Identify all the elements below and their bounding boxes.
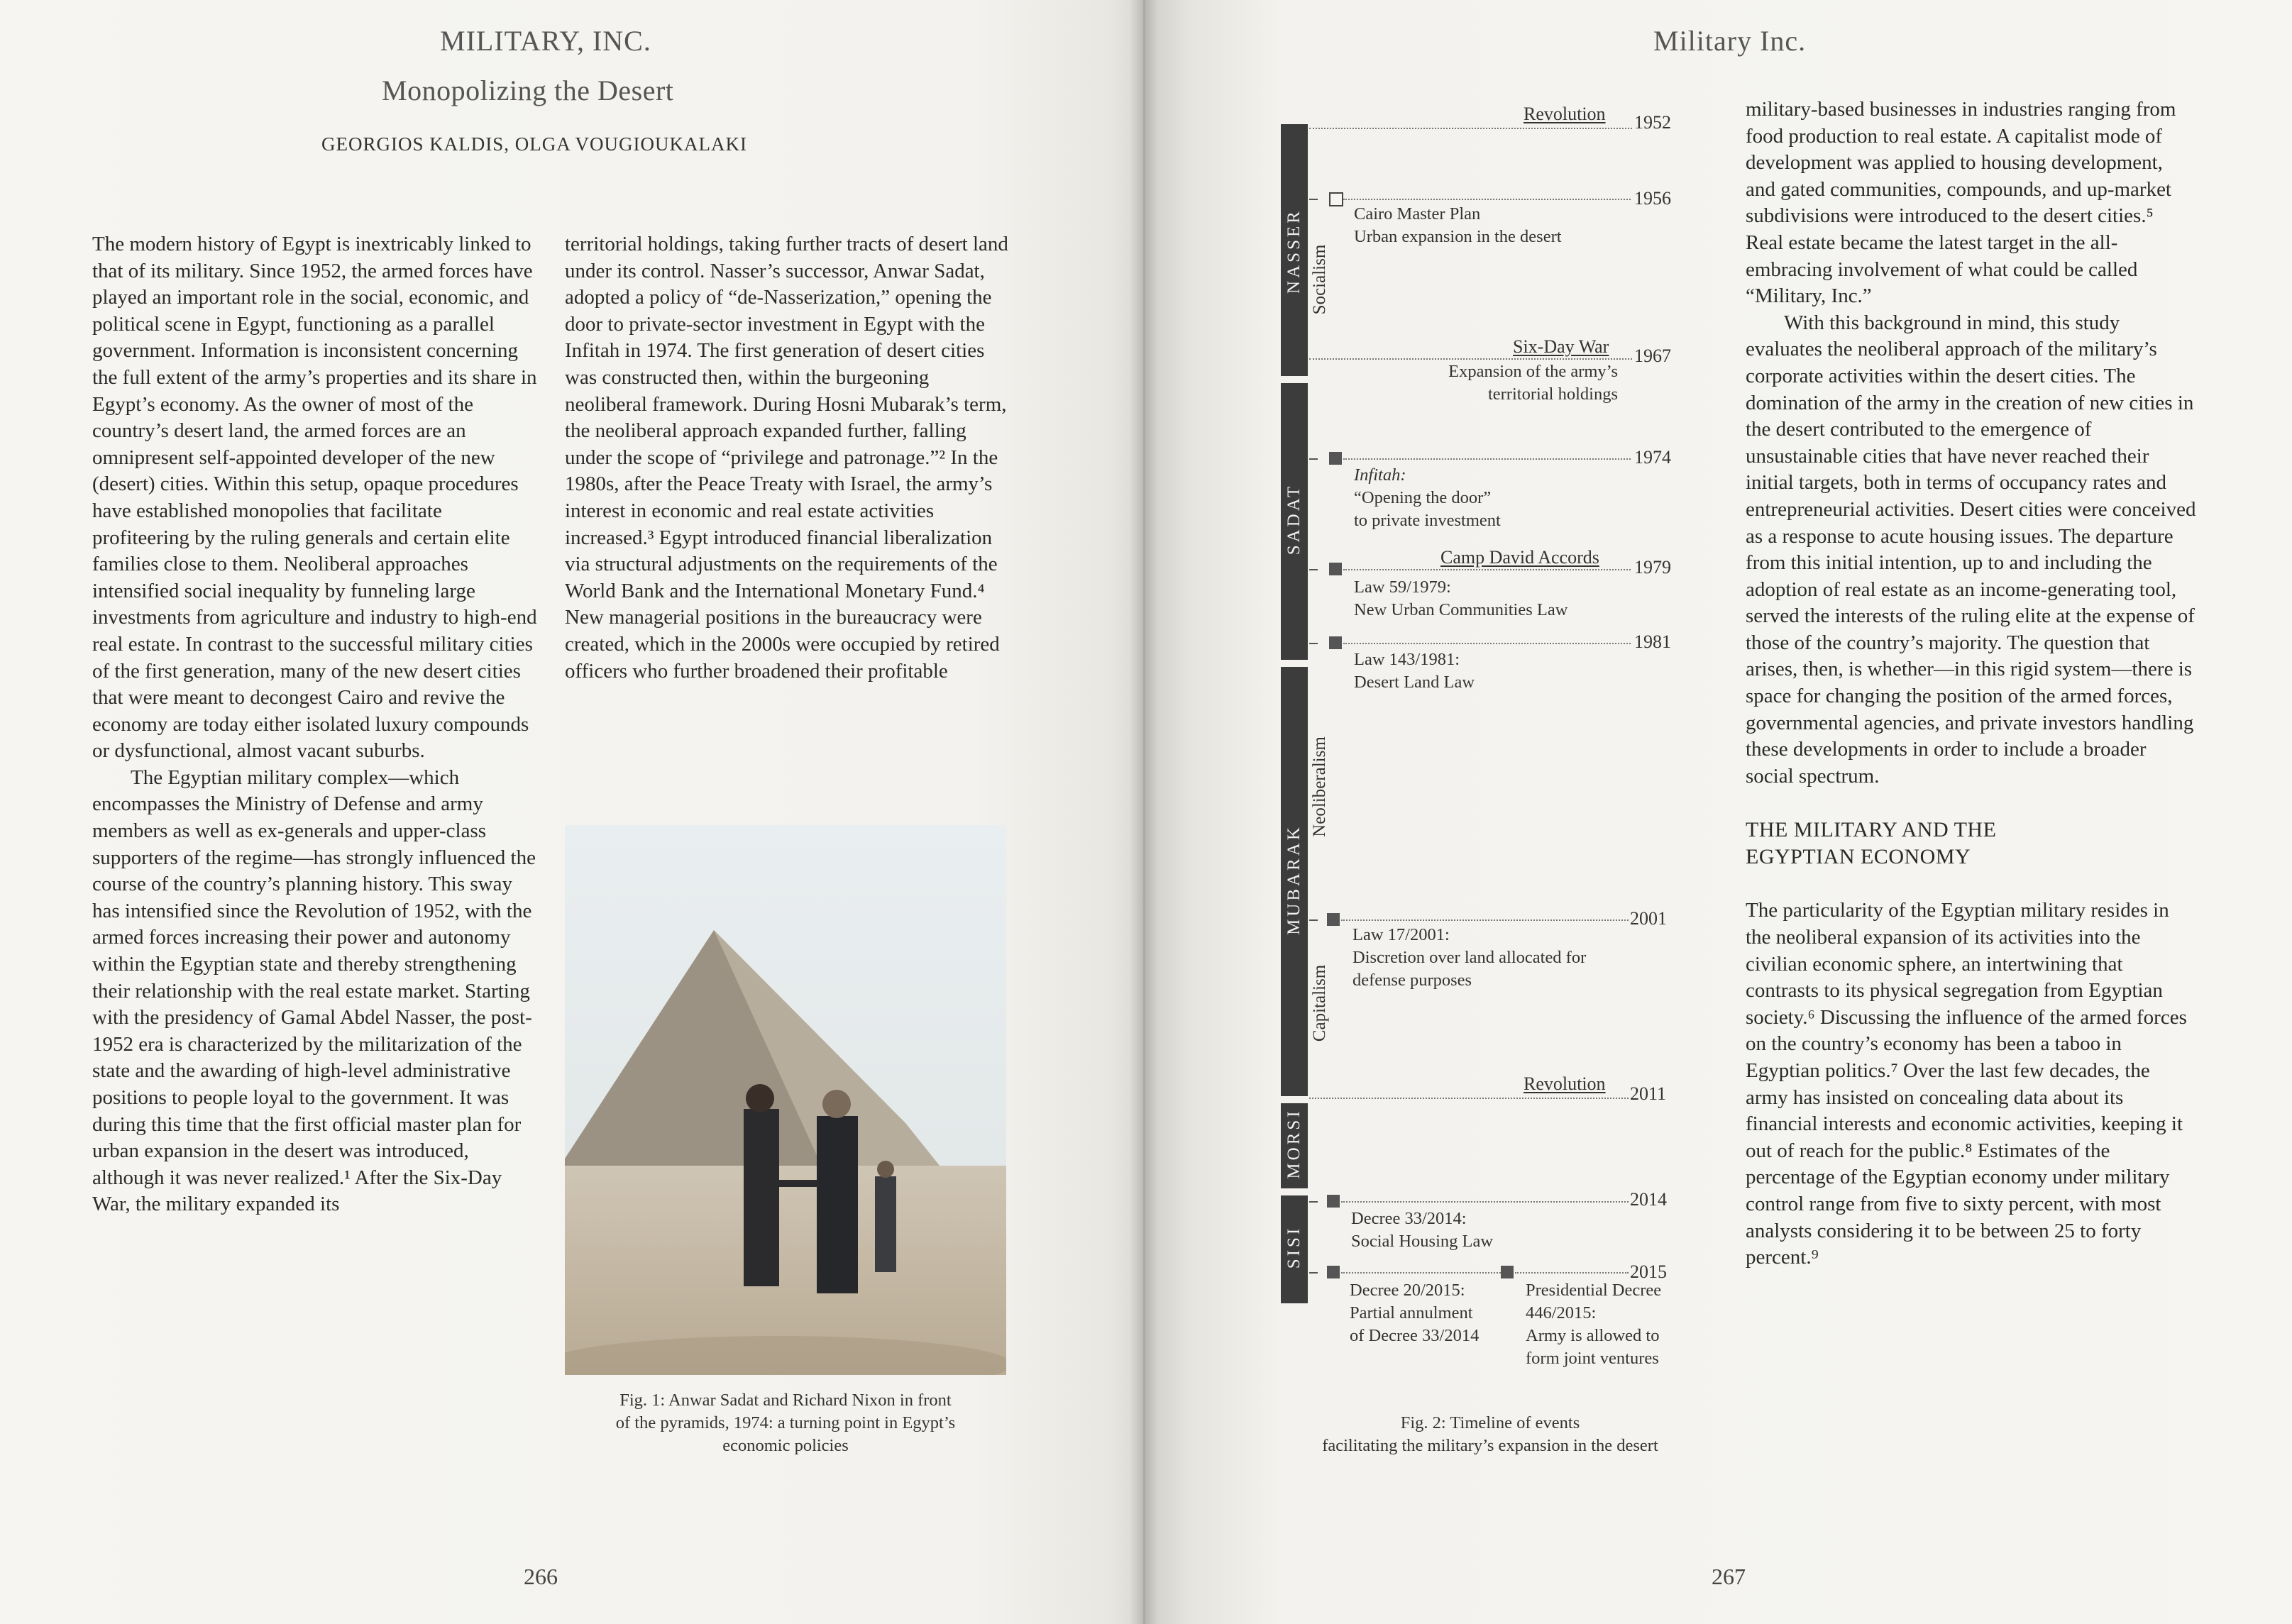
event-text-line: Decree 33/2014: [1351,1209,1467,1228]
paragraph: The particularity of the Egyptian military resides in the neoliberal expansion of its activities into the civilian economic sphere, an intertwining that contrasts to its physical segregation from Egyptian society.⁶ Discussing the influence of the armed forces on the country’s economy has been a taboo in Egyptian politics.⁷ Over the last few decades, the army has insisted on concealing data about its financial interests and economic activities, keeping it out of reach for the public.⁸ Estimates of the percentage of the Egyptian economy under military control range from five to sixty percent, with most analysts considering it to be between 25 to forty percent.⁹ [1746,899,2187,1269]
timeline-dotted-line [1343,569,1631,570]
timeline-dotted-line [1341,919,1629,921]
paragraph: territorial holdings, taking further tracts of desert land under its control. Nasser’s successor, Anwar Sadat, adopted a policy of “de-Nasserization,” opening the door to private-sector investment in Egypt with the Infitah in 1974. The first generation of desert cities was constructed then, within the burgeoning neoliberal framework. During Hosni Mubarak’s term, the neoliberal approach expanded further, falling under the scope of “privilege and patronage.”² In the 1980s, after the Peace Treaty with Israel, the army’s interest in economic and real estate activities increased.³ Egypt introduced financial liberalization via structural adjustments on the requirements of the World Bank and the International Monetary Fund.⁴ New managerial positions in the bureaucracy were created, which in the 2000s were occupied by retired officers who further broadened their profitable [565,233,1008,683]
event-marker [1329,452,1342,465]
event-text-line: Infitah: [1354,465,1406,485]
caption-line: of the pyramids, 1974: a turning point in Egypt’s [615,1413,956,1432]
timeline-dotted-line [1343,458,1631,460]
running-title-left: MILITARY, INC. [440,25,651,57]
paragraph: The Egyptian military complex—which encompasses the Ministry of Defense and army members as well as ex-generals and upper-class supporters of the regime—has strongly influenced the course of the country’s planning history. This sway has intensified since the Revolution of 1952, with the armed forces increasing their power and autonomy within the Egyptian state and thereby strengthening their relationship with the real estate market. Starting with the presidency of Gamal Abdel Nasser, the post-1952 era is characterized by the militarization of the state and the awarding of high-level administrative positions to people loyal to the government. It was during this time that the first official master plan for urban expansion in the desert was introduced, although it was never realized.¹ After the Six-Day War, the military expanded its [92,766,536,1216]
year-2011: 2011 [1630,1083,1667,1104]
timeline-dotted-line [1309,128,1632,129]
event-label-six-day-war: Six-Day War [1513,336,1609,357]
right-column [1746,96,2196,1271]
event-text-line: form joint ventures [1526,1349,1659,1368]
running-title-right: Military Inc. [1653,25,1807,57]
event-text-2014 [1351,1208,1493,1253]
event-text-line: Presidential Decree [1526,1281,1662,1300]
year-1979: 1979 [1634,557,1671,578]
event-text-1981 [1354,648,1475,694]
event-text-line: Law 59/1979: [1354,578,1451,597]
event-text-line: Desert Land Law [1354,673,1475,692]
section-heading [1746,817,2196,871]
section-heading-line: EGYPTIAN ECONOMY [1746,845,1971,869]
caption-line: economic policies [722,1436,849,1455]
event-text-1967 [1405,360,1618,406]
year-2001: 2001 [1630,908,1667,929]
timeline-tick [1309,1272,1318,1274]
event-text-line: Social Housing Law [1351,1232,1494,1251]
year-2015: 2015 [1630,1261,1667,1282]
year-1952: 1952 [1634,112,1671,133]
timeline-dotted-line [1309,358,1632,360]
event-text-line: 446/2015: [1526,1303,1597,1322]
fig2-caption [1277,1412,1703,1457]
article-authors: GEORGIOS KALDIS, OLGA VOUGIOUKALAKI [321,133,747,155]
timeline-tick [1309,199,1318,200]
timeline-dotted-line [1341,1272,1501,1274]
caption-line: facilitating the military’s expansion in the desert [1322,1436,1658,1455]
era-label-morsi: MORSI [1284,1108,1304,1179]
pyramid-photo-illustration [565,825,1006,1375]
fig1-caption [561,1389,1010,1457]
event-marker [1327,1266,1340,1278]
event-text-line: Army is allowed to [1526,1326,1660,1345]
year-2014: 2014 [1630,1189,1667,1210]
event-text-2015-a [1350,1279,1479,1347]
event-marker [1329,563,1342,575]
event-marker [1327,1195,1340,1208]
event-text-1956 [1354,203,1562,248]
event-text-2001 [1352,924,1586,992]
era-label-sisi: SISI [1284,1225,1304,1269]
event-text-line: of Decree 33/2014 [1350,1326,1480,1345]
year-1974: 1974 [1634,447,1671,468]
event-label-revolution-2011: Revolution [1524,1073,1606,1094]
event-text-line: territorial holdings [1487,385,1618,404]
year-1956: 1956 [1634,188,1671,209]
section-heading-line: THE MILITARY AND THE [1746,818,1997,842]
event-text-line: Decree 20/2015: [1350,1281,1465,1300]
paragraph: military-based businesses in industries ranging from food production to real estate. A capitalist mode of development was applied to housing development, and gated communities, compounds, and up-market subdivisions were introduced to the desert cities.⁵ Real estate became the latest target in the all-embracing involvement of what could be called “Military, Inc.” [1746,98,2176,308]
paragraph: With this background in mind, this study evaluates the neoliberal approach of the military’s corporate activities within the desert cities. The domination of the army in the creation of new cities in the desert contributed to the emergence of unsustainable cities that have never reached their initial targets, both in terms of occupancy rates and entrepreneurial activities. Desert cities were conceived as a response to acute housing issues. The departure from this initial intention, up to and including the adoption of real estate as an income-generating tool, served the interests of the ruling elite at the expense of those of the country’s majority. The question that arises, then, is whether—in this rigid system—there is space for changing the position of the armed forces, governmental agencies, and private investors handling these developments in order to include a broader social spectrum. [1746,311,2196,788]
timeline-tick [1309,569,1318,570]
event-marker [1329,636,1342,649]
event-text-line: Law 17/2001: [1352,925,1450,944]
timeline-tick [1309,458,1318,460]
event-marker [1327,913,1340,926]
timeline-dotted-line [1515,1272,1629,1274]
fig1-photo [565,825,1006,1375]
event-marker-open [1329,192,1343,206]
year-1967: 1967 [1634,346,1671,366]
era-label-nasser: NASSER [1284,209,1304,294]
timeline-dotted-line [1341,1201,1629,1203]
timeline-tick [1309,643,1318,644]
ideology-label-socialism: Socialism [1310,244,1329,315]
event-text-line: Partial annulment [1350,1303,1473,1322]
event-marker [1501,1266,1514,1278]
article-subtitle: Monopolizing the Desert [382,74,674,106]
page-number-right: 267 [1712,1564,1746,1589]
event-text-2015-b [1526,1279,1661,1370]
timeline-dotted-line [1343,643,1631,644]
year-1981: 1981 [1634,631,1671,652]
caption-line: Fig. 2: Timeline of events [1400,1413,1580,1432]
page-number-left: 266 [524,1564,558,1589]
timeline-dotted-line [1343,199,1631,200]
event-text-line: Cairo Master Plan [1354,204,1481,223]
paragraph: The modern history of Egypt is inextricably linked to that of its military. Since 1952, the armed forces have played an important role in the social, economic, and political scene in Egypt, functioning as a parallel government. Information is inconsistent concerning the full extent of the army’s properties and its share in Egypt’s economy. As the owner of most of the country’s desert land, the armed forces are an omnipresent self-appointed developer of the new (desert) cities. Within this setup, opaque procedures have established monopolies that facilitate profiteering by the ruling generals and certain elite families close to them. Neoliberal approaches intensified social inequality by funneling large investments from agriculture and industry to high-end real estate. In contrast to the successful military cities of the first generation, many of the new desert cities that were meant to decongest Cairo and revive the economy are today either isolated luxury compounds or dysfunctional, almost vacant suburbs. [92,233,537,763]
left-column-2 [565,231,1012,685]
left-column-1 [92,231,539,1218]
event-text-line: Expansion of the army’s [1448,362,1618,381]
event-label-camp-david: Camp David Accords [1440,547,1599,568]
event-text-1979 [1354,576,1568,622]
event-text-line: Law 143/1981: [1354,650,1460,669]
timeline-dotted-line [1309,1098,1629,1099]
era-label-mubarak: MUBARAK [1284,824,1304,935]
event-text-line: “Opening the door” [1354,488,1492,507]
ideology-label-neoliberalism: Neoliberalism [1310,736,1329,837]
ideology-label-capitalism: Capitalism [1310,964,1329,1042]
event-text-1974 [1354,464,1501,532]
timeline-tick [1309,919,1318,921]
event-text-line: Urban expansion in the desert [1354,227,1562,246]
event-text-line: defense purposes [1352,971,1472,990]
book-gutter [1130,0,1158,1624]
event-label-revolution-1952: Revolution [1524,104,1606,124]
event-text-line: to private investment [1354,511,1501,530]
timeline-tick [1309,1201,1318,1203]
era-label-sadat: SADAT [1284,483,1304,556]
event-text-line: Discretion over land allocated for [1352,948,1587,967]
event-text-line: New Urban Communities Law [1354,600,1568,619]
caption-line: Fig. 1: Anwar Sadat and Richard Nixon in front [619,1391,952,1410]
